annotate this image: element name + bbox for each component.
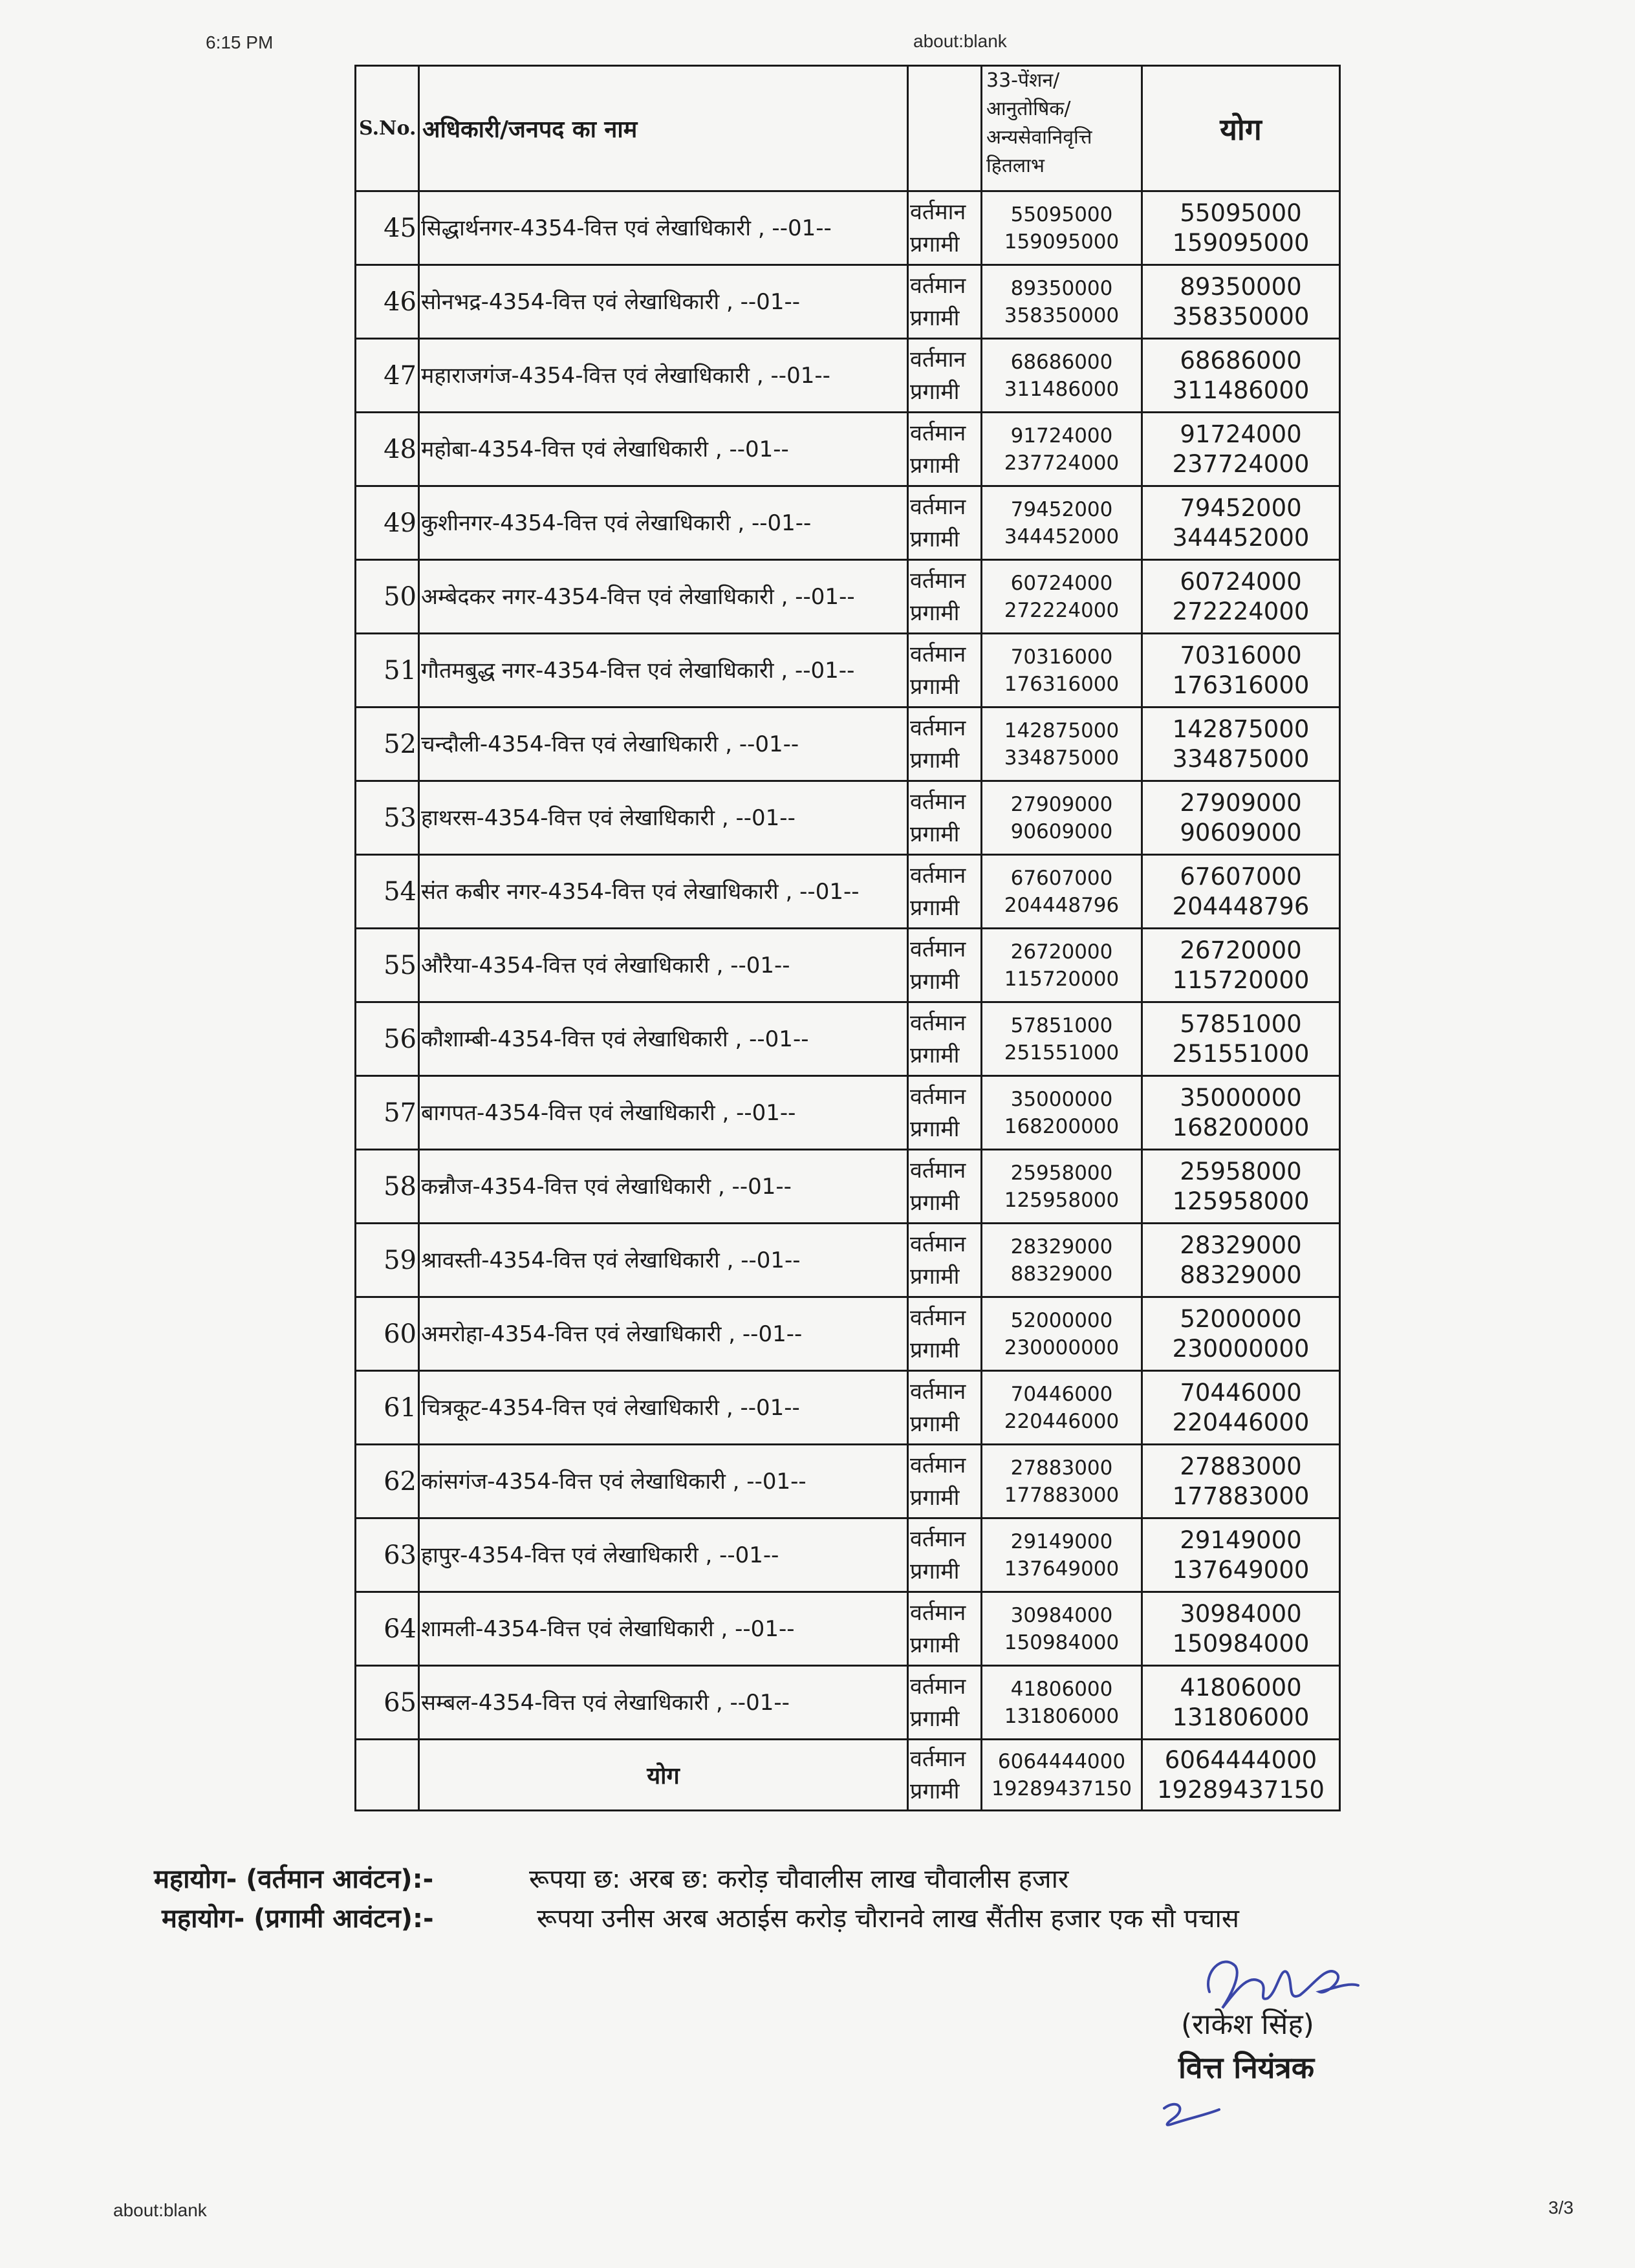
row-sno: 48 (356, 413, 419, 486)
row-officer-name: औरैया-4354-वित्त एवं लेखाधिकारी , --01-- (419, 929, 908, 1002)
row-officer-name: शामली-4354-वित्त एवं लेखाधिकारी , --01-- (419, 1592, 908, 1666)
grand-total-sum-prospective: 19289437150 (1157, 1775, 1325, 1804)
row-officer-name: महाराजगंज-4354-वित्त एवं लेखाधिकारी , --01-- (419, 339, 908, 413)
table-row (356, 560, 1340, 634)
period-cell (908, 1076, 982, 1150)
row-total-prospective: 137649000 (1172, 1555, 1310, 1584)
period-cell (908, 1518, 982, 1592)
row-sno: 55 (356, 929, 419, 1002)
table-row (356, 1592, 1340, 1666)
row-total-current: 35000000 (1180, 1083, 1302, 1112)
row-pension-prospective: 168200000 (1004, 1114, 1120, 1138)
row-total-prospective: 230000000 (1172, 1334, 1310, 1363)
row-pension-amounts (982, 707, 1142, 781)
row-pension-amounts (982, 1592, 1142, 1666)
period-cell (908, 486, 982, 560)
row-officer-name: कौशाम्बी-4354-वित्त एवं लेखाधिकारी , --01-- (419, 1002, 908, 1076)
row-total-amounts (1142, 1224, 1340, 1297)
row-pension-current: 26720000 (1010, 940, 1113, 964)
row-total-current: 52000000 (1180, 1304, 1302, 1333)
row-pension-prospective: 150984000 (1004, 1630, 1120, 1654)
row-pension-amounts (982, 1371, 1142, 1445)
table-row (356, 339, 1340, 413)
row-total-amounts (1142, 191, 1340, 265)
period-cell (908, 855, 982, 929)
row-pension-amounts (982, 634, 1142, 707)
row-pension-amounts (982, 560, 1142, 634)
period-prospective: प्रगामी (910, 1778, 960, 1804)
row-pension-prospective: 176316000 (1004, 672, 1120, 696)
period-cell (908, 634, 982, 707)
row-pension-current: 142875000 (1004, 718, 1120, 742)
period-cell (908, 1740, 982, 1811)
row-officer-name: महोबा-4354-वित्त एवं लेखाधिकारी , --01-- (419, 413, 908, 486)
period-current: वर्तमान (910, 346, 966, 373)
initials-icon (1151, 2095, 1229, 2134)
period-prospective: प्रगामी (910, 747, 960, 773)
row-sno: 60 (356, 1297, 419, 1371)
row-pension-current: 52000000 (1010, 1308, 1113, 1332)
row-total-prospective: 150984000 (1172, 1629, 1310, 1658)
period-prospective: प्रगामी (910, 1484, 960, 1511)
period-prospective: प्रगामी (910, 1705, 960, 1732)
row-pension-current: 28329000 (1010, 1235, 1113, 1258)
row-pension-amounts (982, 486, 1142, 560)
row-total-current: 28329000 (1180, 1231, 1302, 1259)
period-cell (908, 707, 982, 781)
row-pension-prospective: 251551000 (1004, 1041, 1120, 1064)
row-total-amounts (1142, 1666, 1340, 1740)
row-sno: 52 (356, 707, 419, 781)
row-total-prospective: 237724000 (1172, 449, 1310, 478)
period-current: वर्तमान (910, 1304, 966, 1331)
row-total-prospective: 334875000 (1172, 744, 1310, 773)
row-total-current: 57851000 (1180, 1010, 1302, 1038)
grand-total-current-words (154, 1860, 1069, 1895)
table-header-row (356, 66, 1340, 191)
row-pension-current: 57851000 (1010, 1013, 1113, 1037)
row-total-prospective: 358350000 (1172, 302, 1310, 330)
period-current: वर्तमान (910, 1010, 966, 1036)
row-pension-prospective: 90609000 (1010, 819, 1113, 843)
period-current: वर्तमान (910, 936, 966, 962)
row-pension-amounts (982, 1150, 1142, 1224)
period-current: वर्तमान (910, 272, 966, 299)
period-current: वर्तमान (910, 1745, 966, 1772)
table-row (356, 1076, 1340, 1150)
row-officer-name: संत कबीर नगर-4354-वित्त एवं लेखाधिकारी , --01-- (419, 855, 908, 929)
period-prospective: प्रगामी (910, 231, 960, 257)
row-pension-current: 70316000 (1010, 645, 1113, 669)
row-total-amounts (1142, 486, 1340, 560)
header-period (908, 66, 982, 191)
period-cell (908, 1224, 982, 1297)
header-sno: S.No. (356, 66, 419, 191)
row-officer-name: श्रावस्ती-4354-वित्त एवं लेखाधिकारी , --01-- (419, 1224, 908, 1297)
row-pension-current: 60724000 (1010, 571, 1113, 595)
grand-total-pension-current: 6064444000 (997, 1749, 1126, 1773)
period-cell (908, 1371, 982, 1445)
row-total-current: 89350000 (1180, 272, 1302, 301)
table-row (356, 1224, 1340, 1297)
table-row (356, 781, 1340, 855)
header-pension-line: 33-पेंशन/ (986, 69, 1060, 92)
row-total-amounts (1142, 781, 1340, 855)
period-current: वर्तमान (910, 1599, 966, 1626)
row-total-current: 55095000 (1180, 199, 1302, 227)
row-pension-current: 91724000 (1010, 424, 1113, 448)
period-current: वर्तमान (910, 1526, 966, 1552)
period-prospective: प्रगामी (910, 1189, 960, 1216)
row-total-amounts (1142, 339, 1340, 413)
row-sno: 46 (356, 265, 419, 339)
row-pension-amounts (982, 1297, 1142, 1371)
row-pension-prospective: 159095000 (1004, 230, 1120, 254)
row-pension-amounts (982, 265, 1142, 339)
row-total-current: 41806000 (1180, 1673, 1302, 1701)
row-total-amounts (1142, 1002, 1340, 1076)
row-total-amounts (1142, 1445, 1340, 1518)
row-total-amounts (1142, 1297, 1340, 1371)
row-sno: 63 (356, 1518, 419, 1592)
period-prospective: प्रगामी (910, 1116, 960, 1142)
row-total-amounts (1142, 413, 1340, 486)
row-pension-prospective: 272224000 (1004, 598, 1120, 622)
signatory-title: वित्त नियंत्रक (1178, 2050, 1315, 2085)
row-pension-amounts (982, 413, 1142, 486)
row-total-current: 67607000 (1180, 862, 1302, 891)
row-sno: 62 (356, 1445, 419, 1518)
table-row (356, 634, 1340, 707)
period-cell (908, 339, 982, 413)
row-pension-current: 55095000 (1010, 202, 1113, 226)
header-pension (982, 66, 1142, 191)
row-officer-name: सिद्धार्थनगर-4354-वित्त एवं लेखाधिकारी , --01-- (419, 191, 908, 265)
table-row (356, 1666, 1340, 1740)
row-sno: 61 (356, 1371, 419, 1445)
period-current: वर्तमान (910, 1157, 966, 1183)
row-officer-name: कुशीनगर-4354-वित्त एवं लेखाधिकारी , --01-- (419, 486, 908, 560)
row-total-amounts (1142, 929, 1340, 1002)
row-pension-amounts (982, 339, 1142, 413)
row-total-prospective: 311486000 (1172, 376, 1310, 404)
grand-total-sum-current: 6064444000 (1164, 1745, 1317, 1774)
row-pension-current: 70446000 (1010, 1382, 1113, 1406)
period-cell (908, 560, 982, 634)
table-row (356, 1297, 1340, 1371)
period-current: वर्तमान (910, 862, 966, 889)
table-row (356, 1371, 1340, 1445)
period-cell (908, 191, 982, 265)
period-prospective: प्रगामी (910, 1410, 960, 1437)
period-prospective: प्रगामी (910, 673, 960, 700)
row-total-prospective: 159095000 (1172, 228, 1310, 257)
row-pension-prospective: 230000000 (1004, 1335, 1120, 1359)
table-body (356, 191, 1340, 1740)
row-pension-prospective: 137649000 (1004, 1557, 1120, 1581)
row-total-amounts (1142, 560, 1340, 634)
row-sno: 64 (356, 1592, 419, 1666)
row-total-prospective: 272224000 (1172, 597, 1310, 625)
row-total-current: 70316000 (1180, 641, 1302, 669)
row-total-current: 27883000 (1180, 1452, 1302, 1480)
period-prospective: प्रगामी (910, 1042, 960, 1068)
row-total-prospective: 176316000 (1172, 671, 1310, 699)
period-prospective: प्रगामी (910, 1632, 960, 1658)
row-pension-current: 25958000 (1010, 1161, 1113, 1185)
period-cell (908, 781, 982, 855)
period-prospective: प्रगामी (910, 378, 960, 405)
table-row (356, 486, 1340, 560)
row-pension-prospective: 311486000 (1004, 377, 1120, 401)
table-row (356, 413, 1340, 486)
table-row (356, 265, 1340, 339)
row-officer-name: हाथरस-4354-वित्त एवं लेखाधिकारी , --01-- (419, 781, 908, 855)
table-row (356, 1445, 1340, 1518)
row-sno: 58 (356, 1150, 419, 1224)
table-row (356, 1002, 1340, 1076)
grand-total-sum (1142, 1740, 1340, 1811)
row-pension-prospective: 334875000 (1004, 746, 1120, 770)
table-row (356, 1150, 1340, 1224)
row-total-current: 25958000 (1180, 1157, 1302, 1185)
row-sno: 50 (356, 560, 419, 634)
period-cell (908, 265, 982, 339)
row-officer-name: अम्बेदकर नगर-4354-वित्त एवं लेखाधिकारी , --01-- (419, 560, 908, 634)
table-row (356, 707, 1340, 781)
period-prospective: प्रगामी (910, 452, 960, 479)
row-sno: 57 (356, 1076, 419, 1150)
row-officer-name: सोनभद्र-4354-वित्त एवं लेखाधिकारी , --01-- (419, 265, 908, 339)
row-pension-current: 67607000 (1010, 866, 1113, 890)
page-number: 3/3 (1548, 2198, 1574, 2218)
row-pension-prospective: 220446000 (1004, 1409, 1120, 1433)
period-prospective: प्रगामी (910, 1263, 960, 1290)
row-pension-current: 30984000 (1010, 1603, 1113, 1627)
grand-total-sno (356, 1740, 419, 1811)
row-officer-name: गौतमबुद्ध नगर-4354-वित्त एवं लेखाधिकारी , --01-- (419, 634, 908, 707)
row-sno: 65 (356, 1666, 419, 1740)
row-total-prospective: 177883000 (1172, 1482, 1310, 1510)
row-pension-amounts (982, 1076, 1142, 1150)
row-pension-prospective: 131806000 (1004, 1704, 1120, 1728)
row-pension-amounts (982, 1445, 1142, 1518)
period-current: वर्तमान (910, 199, 966, 225)
row-total-current: 26720000 (1180, 936, 1302, 964)
row-pension-prospective: 358350000 (1004, 303, 1120, 327)
table-row (356, 191, 1340, 265)
header-pension-line: अन्यसेवानिवृत्ति (986, 126, 1092, 149)
print-url-footer: about:blank (113, 2200, 207, 2220)
row-total-current: 70446000 (1180, 1378, 1302, 1407)
row-officer-name: कांसगंज-4354-वित्त एवं लेखाधिकारी , --01-- (419, 1445, 908, 1518)
table-row (356, 855, 1340, 929)
row-sno: 56 (356, 1002, 419, 1076)
row-pension-amounts (982, 191, 1142, 265)
period-cell (908, 413, 982, 486)
print-url-header: about:blank (913, 31, 1007, 51)
row-pension-amounts (982, 855, 1142, 929)
row-pension-prospective: 115720000 (1004, 967, 1120, 991)
period-cell (908, 1297, 982, 1371)
grand-total-row (356, 1740, 1340, 1811)
period-current: वर्तमान (910, 788, 966, 815)
row-total-amounts (1142, 1371, 1340, 1445)
row-pension-prospective: 125958000 (1004, 1188, 1120, 1212)
period-prospective: प्रगामी (910, 968, 960, 995)
row-total-amounts (1142, 634, 1340, 707)
row-pension-current: 27883000 (1010, 1456, 1113, 1480)
summary-current-label: महायोग- (वर्तमान आवंटन):- (154, 1864, 434, 1894)
period-current: वर्तमान (910, 1231, 966, 1257)
row-total-amounts (1142, 265, 1340, 339)
row-sno: 54 (356, 855, 419, 929)
header-officer-name: अधिकारी/जनपद का नाम (419, 66, 908, 191)
period-cell (908, 929, 982, 1002)
row-total-amounts (1142, 1076, 1340, 1150)
row-total-prospective: 125958000 (1172, 1187, 1310, 1215)
row-total-current: 68686000 (1180, 346, 1302, 374)
row-total-current: 30984000 (1180, 1599, 1302, 1628)
period-prospective: प्रगामी (910, 526, 960, 552)
period-cell (908, 1592, 982, 1666)
row-pension-prospective: 237724000 (1004, 451, 1120, 475)
table-row (356, 1518, 1340, 1592)
row-total-amounts (1142, 855, 1340, 929)
row-pension-prospective: 344452000 (1004, 524, 1120, 548)
row-total-current: 91724000 (1180, 420, 1302, 448)
period-current: वर्तमान (910, 641, 966, 667)
print-time: 6:15 PM (206, 32, 274, 52)
allocation-table (354, 65, 1341, 1811)
row-total-prospective: 344452000 (1172, 523, 1310, 552)
period-cell (908, 1445, 982, 1518)
row-sno: 45 (356, 191, 419, 265)
row-total-prospective: 204448796 (1172, 892, 1310, 920)
row-total-prospective: 88329000 (1180, 1260, 1302, 1289)
period-current: वर्तमान (910, 1452, 966, 1478)
summary-prospective-words: रूपया उनीस अरब अठाईस करोड़ चौरानवे लाख सैंतीस हजार एक सौ पचास (537, 1904, 1239, 1934)
period-cell (908, 1002, 982, 1076)
row-total-current: 27909000 (1180, 788, 1302, 817)
row-pension-prospective: 204448796 (1004, 893, 1120, 917)
row-pension-amounts (982, 1224, 1142, 1297)
row-total-prospective: 220446000 (1172, 1408, 1310, 1436)
row-pension-amounts (982, 1002, 1142, 1076)
row-officer-name: हापुर-4354-वित्त एवं लेखाधिकारी , --01-- (419, 1518, 908, 1592)
row-total-amounts (1142, 707, 1340, 781)
row-total-current: 79452000 (1180, 493, 1302, 522)
row-pension-current: 35000000 (1010, 1087, 1113, 1111)
row-sno: 59 (356, 1224, 419, 1297)
row-pension-amounts (982, 781, 1142, 855)
row-pension-current: 29149000 (1010, 1529, 1113, 1553)
period-prospective: प्रगामी (910, 1558, 960, 1584)
period-current: वर्तमान (910, 1378, 966, 1405)
row-total-current: 60724000 (1180, 567, 1302, 596)
row-pension-amounts (982, 1518, 1142, 1592)
row-total-current: 29149000 (1180, 1526, 1302, 1554)
row-pension-prospective: 88329000 (1010, 1262, 1113, 1286)
header-pension-line: आनुतोषिक/ (986, 98, 1071, 120)
period-current: वर्तमान (910, 567, 966, 594)
period-current: वर्तमान (910, 493, 966, 520)
row-total-prospective: 251551000 (1172, 1039, 1310, 1068)
row-pension-current: 27909000 (1010, 792, 1113, 816)
row-officer-name: कन्नौज-4354-वित्त एवं लेखाधिकारी , --01-- (419, 1150, 908, 1224)
row-total-prospective: 131806000 (1172, 1703, 1310, 1731)
row-sno: 47 (356, 339, 419, 413)
row-pension-current: 41806000 (1010, 1677, 1113, 1701)
period-current: वर्तमान (910, 1673, 966, 1700)
summary-prospective-label: महायोग- (प्रगामी आवंटन):- (162, 1904, 434, 1934)
period-prospective: प्रगामी (910, 305, 960, 331)
row-pension-amounts (982, 1666, 1142, 1740)
header-total: योग (1142, 66, 1340, 191)
period-prospective: प्रगामी (910, 1337, 960, 1363)
period-cell (908, 1666, 982, 1740)
row-pension-current: 79452000 (1010, 497, 1113, 521)
row-pension-current: 68686000 (1010, 350, 1113, 374)
period-prospective: प्रगामी (910, 599, 960, 626)
period-current: वर्तमान (910, 715, 966, 741)
row-officer-name: अमरोहा-4354-वित्त एवं लेखाधिकारी , --01-- (419, 1297, 908, 1371)
period-prospective: प्रगामी (910, 894, 960, 921)
row-sno: 49 (356, 486, 419, 560)
row-total-amounts (1142, 1518, 1340, 1592)
row-officer-name: चित्रकूट-4354-वित्त एवं लेखाधिकारी , --01-- (419, 1371, 908, 1445)
row-total-amounts (1142, 1592, 1340, 1666)
row-pension-current: 89350000 (1010, 276, 1113, 300)
row-officer-name: चन्दौली-4354-वित्त एवं लेखाधिकारी , --01-- (419, 707, 908, 781)
grand-total-prospective-words (162, 1899, 1239, 1935)
row-officer-name: सम्बल-4354-वित्त एवं लेखाधिकारी , --01-- (419, 1666, 908, 1740)
row-sno: 51 (356, 634, 419, 707)
row-pension-amounts (982, 929, 1142, 1002)
row-total-amounts (1142, 1150, 1340, 1224)
grand-total-pension (982, 1740, 1142, 1811)
summary-current-words: रूपया छ: अरब छ: करोड़ चौवालीस लाख चौवालीस हजार (529, 1864, 1069, 1894)
period-current: वर्तमान (910, 420, 966, 446)
row-total-prospective: 90609000 (1180, 818, 1302, 847)
row-total-prospective: 168200000 (1172, 1113, 1310, 1141)
header-pension-line: हितलाभ (986, 155, 1045, 177)
grand-total-label: योग (419, 1740, 908, 1811)
period-current: वर्तमान (910, 1083, 966, 1110)
table-row (356, 929, 1340, 1002)
grand-total-pension-prospective: 19289437150 (991, 1777, 1132, 1800)
period-cell (908, 1150, 982, 1224)
signatory-name: (राकेश सिंह) (1181, 2008, 1314, 2041)
row-pension-prospective: 177883000 (1004, 1483, 1120, 1507)
row-total-current: 142875000 (1172, 715, 1310, 743)
period-prospective: प्रगामी (910, 821, 960, 847)
row-officer-name: बागपत-4354-वित्त एवं लेखाधिकारी , --01-- (419, 1076, 908, 1150)
row-sno: 53 (356, 781, 419, 855)
row-total-prospective: 115720000 (1172, 966, 1310, 994)
